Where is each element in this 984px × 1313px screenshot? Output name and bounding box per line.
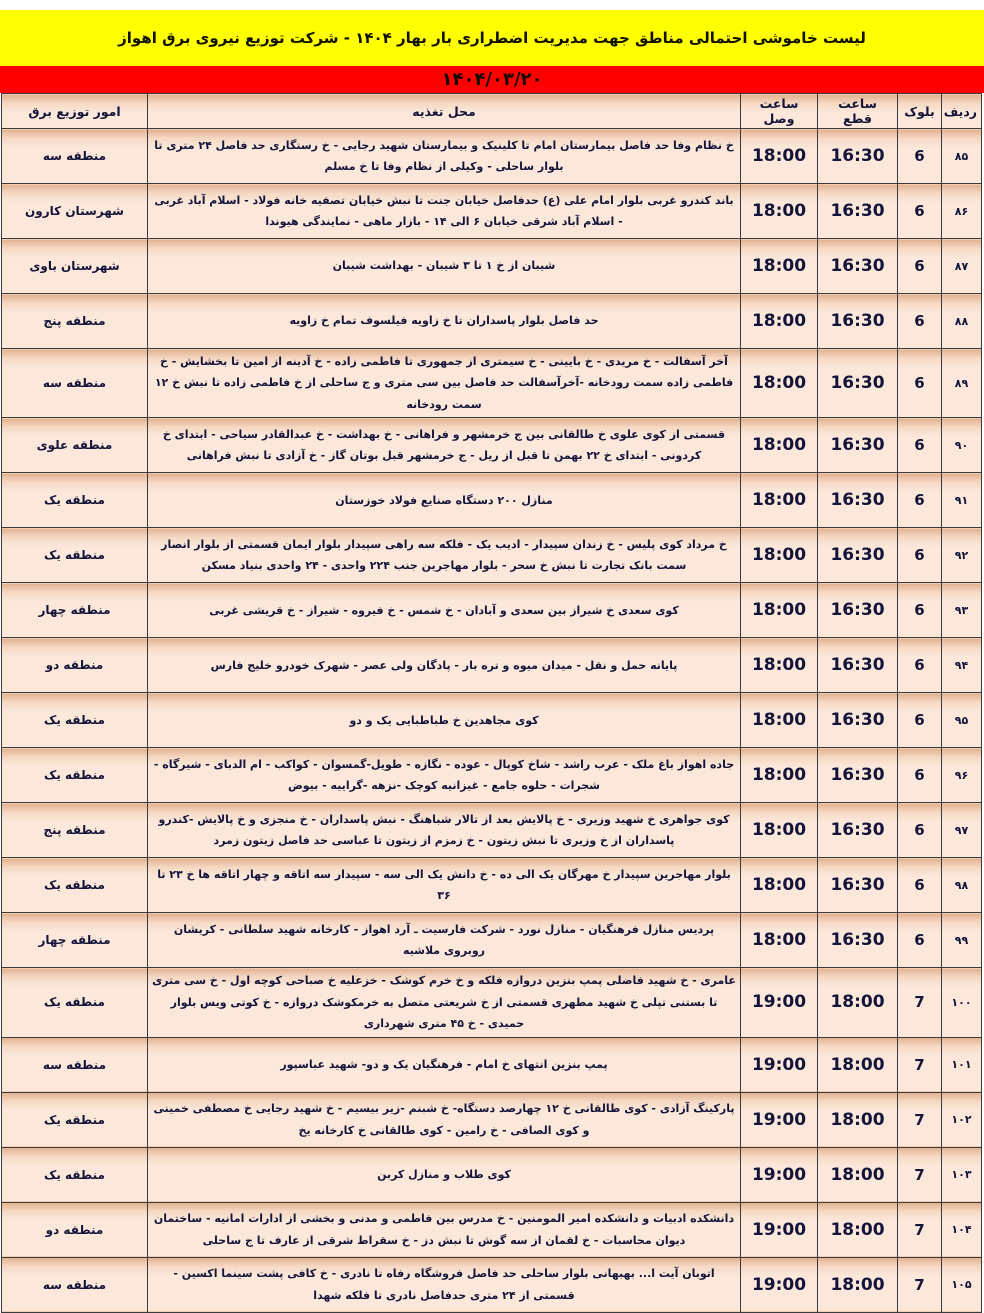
header-location: محل تغذیه (148, 94, 741, 129)
block-cell: 6 (898, 129, 942, 184)
reconnect-time-cell: 18:00 (741, 748, 818, 803)
row-number-cell: ۸۵ (942, 129, 982, 184)
block-cell: 6 (898, 803, 942, 858)
block-cell: 6 (898, 239, 942, 294)
header-block: بلوک (898, 94, 942, 129)
location-cell: جاده اهواز باغ ملک - عرب راشد - شاخ کوپال - عوده - نگازه - طویل-گمسوان - کواکب - ام الدبای - شیرگاه - شجرات - حلوه جامع - غیزانیه کوچک -نزهه -گراییه - بیوض (148, 748, 741, 803)
location-cell: باند کندرو غربی بلوار امام علی (ع) حدفاصل خیابان جنت تا نبش خیابان تصفیه خانه فولاد - اسلام آباد غربی - اسلام آباد شرقی خیابان ۶ الی ۱۴ - بازار ماهی - نمایندگی هیوندا (148, 184, 741, 239)
table-row (2, 239, 982, 294)
table-row (2, 473, 982, 528)
location-cell: پارکینگ آزادی - کوی طالقانی خ ۱۲ چهارصد دستگاه- خ شبنم -زیر بیسیم - خ شهید رجایی خ مصطفی خمینی و کوی الصافی - خ رامین - کوی طالقانی خ کارخانه یخ (148, 1092, 741, 1147)
table-row (2, 1037, 982, 1092)
block-cell: 7 (898, 1202, 942, 1257)
block-cell: 6 (898, 349, 942, 418)
table-row (2, 528, 982, 583)
region-cell: منطقه یک (2, 693, 148, 748)
row-number-cell: ۱۰۳ (942, 1147, 982, 1202)
row-number-cell: ۹۱ (942, 473, 982, 528)
region-cell: منطقه سه (2, 1257, 148, 1312)
cut-time-cell: 16:30 (818, 638, 898, 693)
block-cell: 6 (898, 294, 942, 349)
location-cell: پایانه حمل و نقل - میدان میوه و تره بار - پادگان ولی عصر - شهرک خودرو خلیج فارس (148, 638, 741, 693)
block-cell: 6 (898, 418, 942, 473)
table-row (2, 294, 982, 349)
location-cell: منازل ۲۰۰ دستگاه صنایع فولاد خوزستان (148, 473, 741, 528)
location-cell: عامری - خ شهید فاضلی پمپ بنزین دروازه فلکه و خ خرم کوشک - خزعلیه خ صباحی کوچه اول - خ سی متری تا بستنی تپلی خ شهید مطهری قسمتی از خ شریعتی متصل به خرمکوشک دروازه - خ کوتی ویس بلوار حمیدی - خ ۴۵ متری شهرداری (148, 968, 741, 1037)
reconnect-time-cell: 18:00 (741, 583, 818, 638)
region-cell: منطقه یک (2, 528, 148, 583)
region-cell: منطقه یک (2, 1092, 148, 1147)
region-cell: منطقه پنج (2, 294, 148, 349)
location-cell: حد فاصل بلوار پاسداران تا خ زاویه فیلسوف تمام خ زاویه (148, 294, 741, 349)
date-bar (0, 66, 984, 93)
row-number-cell: ۱۰۱ (942, 1037, 982, 1092)
table-row (2, 693, 982, 748)
region-cell: منطقه چهار (2, 913, 148, 968)
reconnect-time-cell: 18:00 (741, 294, 818, 349)
region-cell: منطقه دو (2, 638, 148, 693)
reconnect-time-cell: 18:00 (741, 349, 818, 418)
location-cell: قسمتی از کوی علوی خ طالقانی بین ج خرمشهر و فراهانی - خ بهداشت - خ عبدالقادر سیاحی - ابتدای خ کردونی - ابتدای خ ۲۲ بهمن تا قبل از ریل - ج خرمشهر قبل بوتان گاز - خ آزادی تا نبش فراهانی (148, 418, 741, 473)
table-row (2, 1257, 982, 1312)
header-cut-time: ساعت قطع (818, 94, 898, 129)
reconnect-time-cell: 18:00 (741, 418, 818, 473)
row-number-cell: ۱۰۴ (942, 1202, 982, 1257)
block-cell: 7 (898, 1147, 942, 1202)
cut-time-cell: 16:30 (818, 858, 898, 913)
cut-time-cell: 16:30 (818, 803, 898, 858)
cut-time-cell: 18:00 (818, 1257, 898, 1312)
cut-time-cell: 16:30 (818, 294, 898, 349)
row-number-cell: ۸۹ (942, 349, 982, 418)
table-row (2, 583, 982, 638)
cut-time-cell: 18:00 (818, 1092, 898, 1147)
table-row (2, 748, 982, 803)
cut-time-cell: 16:30 (818, 693, 898, 748)
reconnect-time-cell: 19:00 (741, 1147, 818, 1202)
outage-table (1, 93, 982, 1313)
block-cell: 7 (898, 968, 942, 1037)
location-cell: دانشکده ادبیات و دانشکده امیر المومنین - خ مدرس بین فاطمی و مدنی و بخشی از ادارات امانیه - ساختمان دیوان محاسبات - خ لقمان از سه گوش تا نبش دز - خ سقراط شرقی از عارف تا ج ساحلی (148, 1202, 741, 1257)
location-cell: کوی مجاهدین خ طباطبایی یک و دو (148, 693, 741, 748)
region-cell: منطقه یک (2, 473, 148, 528)
table-row (2, 968, 982, 1037)
region-cell: منطقه علوی (2, 418, 148, 473)
header-region: امور توزیع برق (2, 94, 148, 129)
cut-time-cell: 16:30 (818, 239, 898, 294)
table-row (2, 349, 982, 418)
row-number-cell: ۸۶ (942, 184, 982, 239)
reconnect-time-cell: 18:00 (741, 693, 818, 748)
block-cell: 6 (898, 528, 942, 583)
table-row (2, 913, 982, 968)
cut-time-cell: 16:30 (818, 418, 898, 473)
outage-table-body (2, 129, 982, 1313)
row-number-cell: ۹۶ (942, 748, 982, 803)
row-number-cell: ۹۸ (942, 858, 982, 913)
region-cell: منطقه یک (2, 1147, 148, 1202)
region-cell: منطقه چهار (2, 583, 148, 638)
table-row (2, 418, 982, 473)
page-title: لیست خاموشی احتمالی مناطق جهت مدیریت اضطراری بار بهار ۱۴۰۴ - شرکت توزیع نیروی برق اهواز (118, 29, 866, 47)
header-reconnect-time: ساعت وصل (741, 94, 818, 129)
schedule-date: ۱۴۰۴/۰۳/۲۰ (441, 69, 543, 90)
block-cell: 6 (898, 473, 942, 528)
reconnect-time-cell: 19:00 (741, 1092, 818, 1147)
table-row (2, 1092, 982, 1147)
region-cell: منطقه سه (2, 349, 148, 418)
region-cell: منطقه یک (2, 748, 148, 803)
cut-time-cell: 16:30 (818, 583, 898, 638)
top-margin (0, 0, 984, 10)
reconnect-time-cell: 18:00 (741, 803, 818, 858)
table-row (2, 858, 982, 913)
location-cell: کوی سعدی خ شیراز بین سعدی و آبادان - خ شمس - خ فیروه - شیراز - خ قریشی غربی (148, 583, 741, 638)
reconnect-time-cell: 18:00 (741, 239, 818, 294)
title-bar (0, 10, 984, 66)
reconnect-time-cell: 19:00 (741, 1202, 818, 1257)
cut-time-cell: 16:30 (818, 349, 898, 418)
reconnect-time-cell: 18:00 (741, 638, 818, 693)
table-header-row (2, 94, 982, 129)
table-row (2, 638, 982, 693)
table-row (2, 1202, 982, 1257)
block-cell: 6 (898, 583, 942, 638)
reconnect-time-cell: 19:00 (741, 968, 818, 1037)
row-number-cell: ۹۴ (942, 638, 982, 693)
row-number-cell: ۱۰۰ (942, 968, 982, 1037)
region-cell: منطقه سه (2, 129, 148, 184)
cut-time-cell: 18:00 (818, 1037, 898, 1092)
region-cell: منطقه سه (2, 1037, 148, 1092)
reconnect-time-cell: 18:00 (741, 473, 818, 528)
row-number-cell: ۹۳ (942, 583, 982, 638)
table-row (2, 184, 982, 239)
region-cell: منطقه یک (2, 968, 148, 1037)
region-cell: منطقه پنج (2, 803, 148, 858)
reconnect-time-cell: 19:00 (741, 1037, 818, 1092)
row-number-cell: ۹۹ (942, 913, 982, 968)
row-number-cell: ۸۸ (942, 294, 982, 349)
block-cell: 6 (898, 858, 942, 913)
location-cell: پردیس منازل فرهنگیان - منازل نورد - شرکت فارسیت ـ آرد اهواز - کارخانه شهید سلطانی - کریشان روبروی ملاشیه (148, 913, 741, 968)
table-row (2, 1147, 982, 1202)
reconnect-time-cell: 18:00 (741, 129, 818, 184)
block-cell: 6 (898, 913, 942, 968)
row-number-cell: ۹۲ (942, 528, 982, 583)
region-cell: منطقه یک (2, 858, 148, 913)
region-cell: منطقه دو (2, 1202, 148, 1257)
region-cell: شهرستان کارون (2, 184, 148, 239)
location-cell: پمپ بنزین انتهای خ امام - فرهنگیان یک و دو- شهید عباسپور (148, 1037, 741, 1092)
location-cell: کوی جواهری خ شهید وزیری - خ پالایش بعد از تالار شباهنگ - نبش پاسداران - خ منجزی و خ پالایش -کندرو پاسداران از خ وزیری تا نبش زیتون - خ زمزم از زیتون تا عباسی حد فاصل زیتون زمرد (148, 803, 741, 858)
cut-time-cell: 16:30 (818, 473, 898, 528)
reconnect-time-cell: 19:00 (741, 1257, 818, 1312)
location-cell: شیبان از خ ۱ تا ۳ شیبان - بهداشت شیبان (148, 239, 741, 294)
cut-time-cell: 16:30 (818, 528, 898, 583)
block-cell: 6 (898, 693, 942, 748)
cut-time-cell: 16:30 (818, 184, 898, 239)
location-cell: خ نظام وفا حد فاصل بیمارستان امام تا کلینیک و بیمارستان شهید رجایی - خ رستگاری حد فاصل ۲۴ متری تا بلوار ساحلی - وکیلی از نظام وفا تا خ مسلم (148, 129, 741, 184)
row-number-cell: ۱۰۵ (942, 1257, 982, 1312)
row-number-cell: ۸۷ (942, 239, 982, 294)
reconnect-time-cell: 18:00 (741, 858, 818, 913)
block-cell: 6 (898, 184, 942, 239)
header-row-number: ردیف (942, 94, 982, 129)
reconnect-time-cell: 18:00 (741, 528, 818, 583)
cut-time-cell: 18:00 (818, 1202, 898, 1257)
block-cell: 7 (898, 1092, 942, 1147)
reconnect-time-cell: 18:00 (741, 184, 818, 239)
block-cell: 7 (898, 1037, 942, 1092)
cut-time-cell: 16:30 (818, 913, 898, 968)
cut-time-cell: 18:00 (818, 1147, 898, 1202)
location-cell: خ مرداد کوی پلیس - خ زندان سپیدار - ادیب یک - فلکه سه راهی سپیدار بلوار ایمان قسمتی از بلوار انصار سمت بانک تجارت تا نبش خ سحر - بلوار مهاجرین جنب ۲۲۴ واحدی - ۲۴ واحدی بنیاد مسکن (148, 528, 741, 583)
location-cell: بلوار مهاجرین سپیدار خ مهرگان یک الی ده - خ دانش یک الی سه - سپیدار سه اتاقه و چهار اتاقه ها خ ۲۳ تا ۳۶ (148, 858, 741, 913)
cut-time-cell: 16:30 (818, 748, 898, 803)
row-number-cell: ۹۵ (942, 693, 982, 748)
row-number-cell: ۱۰۲ (942, 1092, 982, 1147)
location-cell: کوی طلاب و منازل کربن (148, 1147, 741, 1202)
block-cell: 6 (898, 638, 942, 693)
row-number-cell: ۹۰ (942, 418, 982, 473)
cut-time-cell: 16:30 (818, 129, 898, 184)
block-cell: 6 (898, 748, 942, 803)
location-cell: آخر آسفالت - خ مریدی - خ بایینی - خ سیمتری از جمهوری تا فاطمی زاده - خ آدینه از امین تا بخشایش - خ فاطمی زاده سمت رودخانه -آخرآسفالت حد فاصل بین سی متری و ج ساحلی از خ فاطمی زاده تا نبش خ ۱۲ سمت رودخانه (148, 349, 741, 418)
block-cell: 7 (898, 1257, 942, 1312)
table-row (2, 129, 982, 184)
cut-time-cell: 18:00 (818, 968, 898, 1037)
region-cell: شهرستان باوی (2, 239, 148, 294)
table-row (2, 803, 982, 858)
reconnect-time-cell: 18:00 (741, 913, 818, 968)
location-cell: اتوبان آیت ا... بهبهانی بلوار ساحلی حد فاصل فروشگاه رفاه تا نادری - خ کافی پشت سینما اکسین - قسمتی از ۲۴ متری حدفاصل نادری تا فلکه شهدا (148, 1257, 741, 1312)
row-number-cell: ۹۷ (942, 803, 982, 858)
